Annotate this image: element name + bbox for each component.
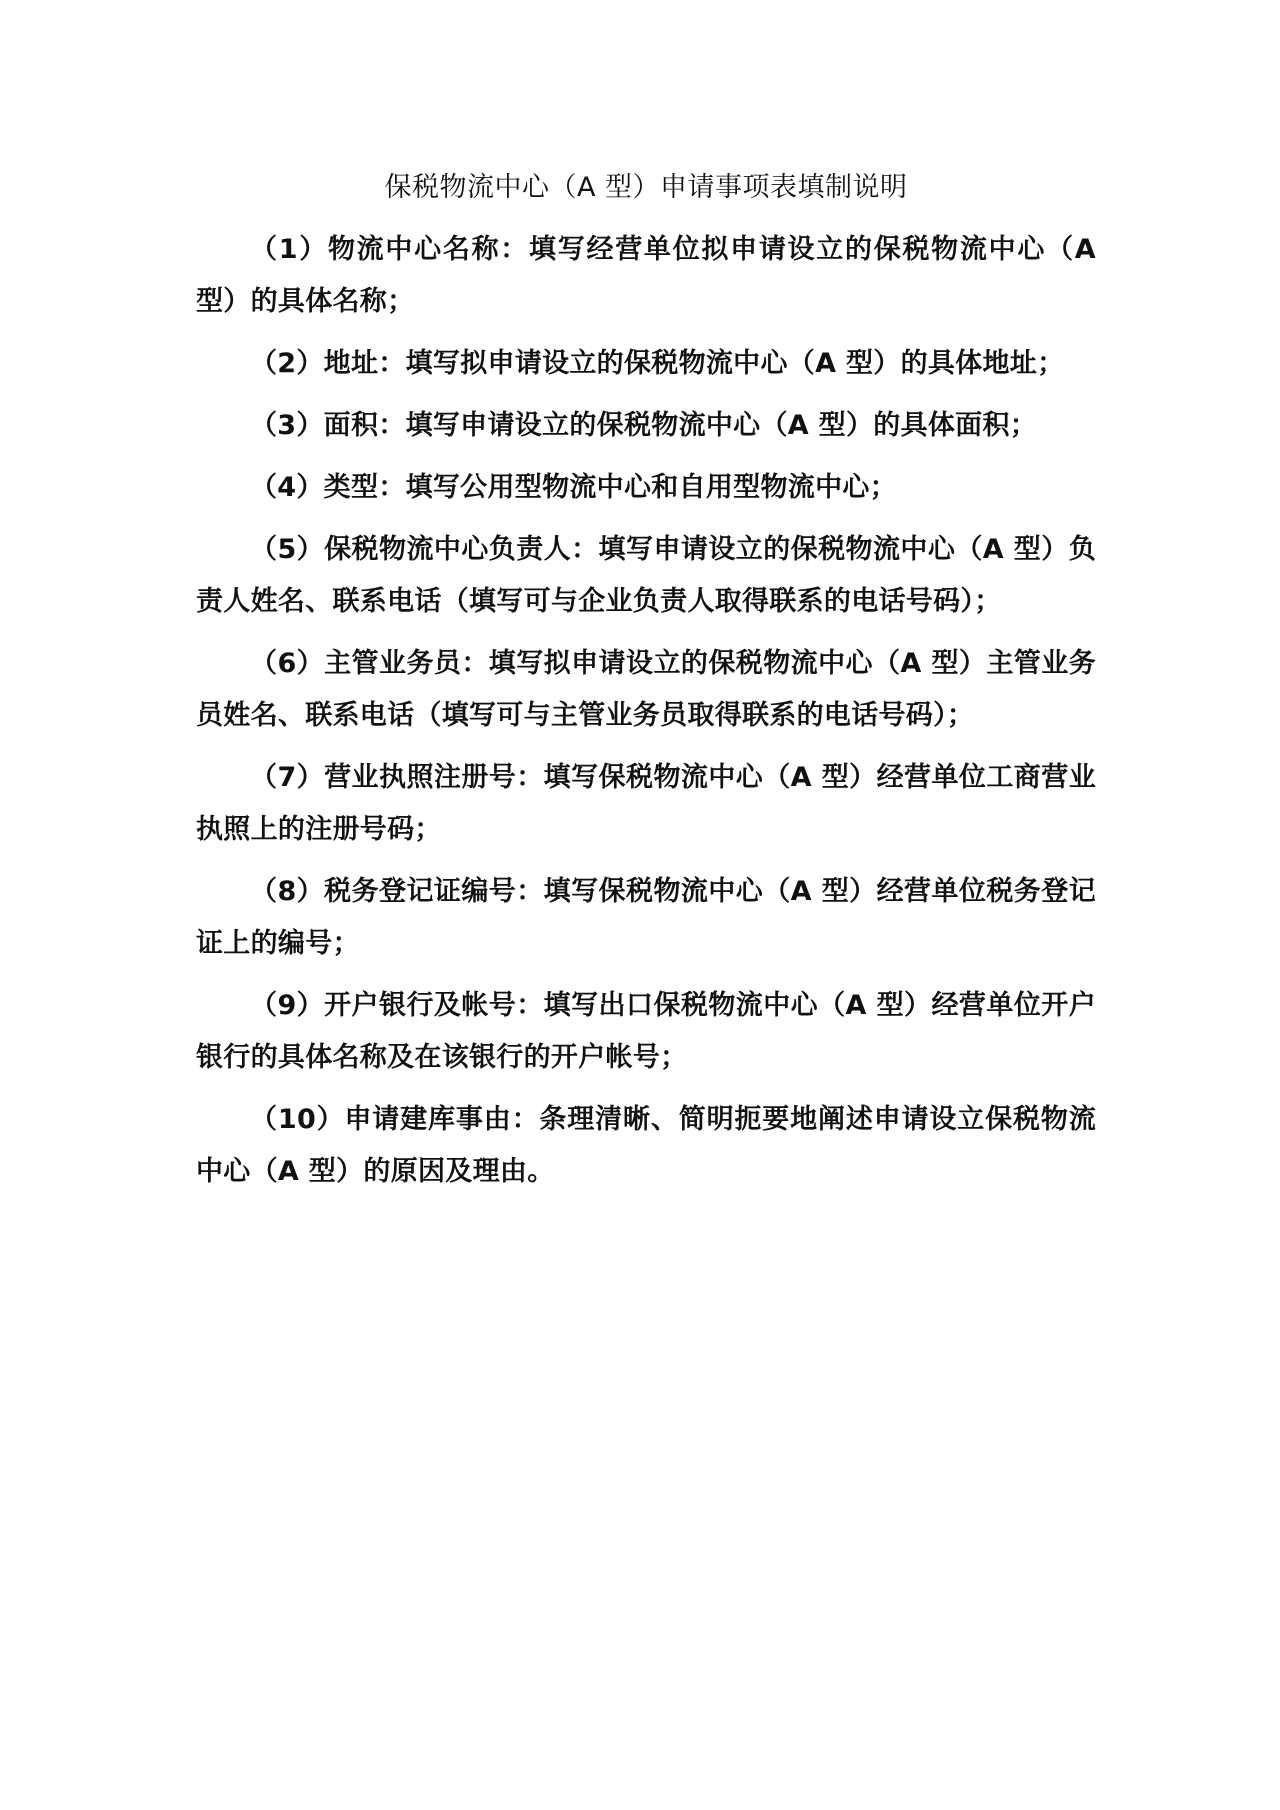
instruction-item-2: （2）地址：填写拟申请设立的保税物流中心（A 型）的具体地址；: [250, 348, 1065, 379]
instruction-item-5: （5）保税物流中心负责人：填写申请设立的保税物流中心（A 型）负责人姓名、联系电话（填写可与企业负责人取得联系的电话号码）；: [196, 534, 1096, 617]
instruction-item-8: （8）税务登记证编号：填写保税物流中心（A 型）经营单位税务登记证上的编号；: [196, 876, 1096, 959]
instruction-item-10: （10）申请建库事由：条理清晰、简明扼要地阐述申请设立保税物流中心（A 型）的原因及理由。: [196, 1104, 1096, 1187]
document-content: [196, 168, 1096, 1208]
instruction-item-1: （1）物流中心名称：填写经营单位拟申请设立的保税物流中心（A 型）的具体名称；: [196, 234, 1096, 317]
instruction-item-3: （3）面积：填写申请设立的保税物流中心（A 型）的具体面积；: [250, 410, 1038, 441]
instruction-item-9: （9）开户银行及帐号：填写出口保税物流中心（A 型）经营单位开户银行的具体名称及在该银行的开户帐号；: [196, 990, 1096, 1073]
instruction-item-7: （7）营业执照注册号：填写保税物流中心（A 型）经营单位工商营业执照上的注册号码；: [196, 762, 1096, 845]
document-title: 保税物流中心（A 型）申请事项表填制说明: [384, 172, 908, 203]
instruction-item-4: （4）类型：填写公用型物流中心和自用型物流中心；: [250, 472, 897, 503]
instruction-item-6: （6）主管业务员：填写拟申请设立的保税物流中心（A 型）主管业务员姓名、联系电话（填写可与主管业务员取得联系的电话号码）；: [196, 648, 1096, 731]
